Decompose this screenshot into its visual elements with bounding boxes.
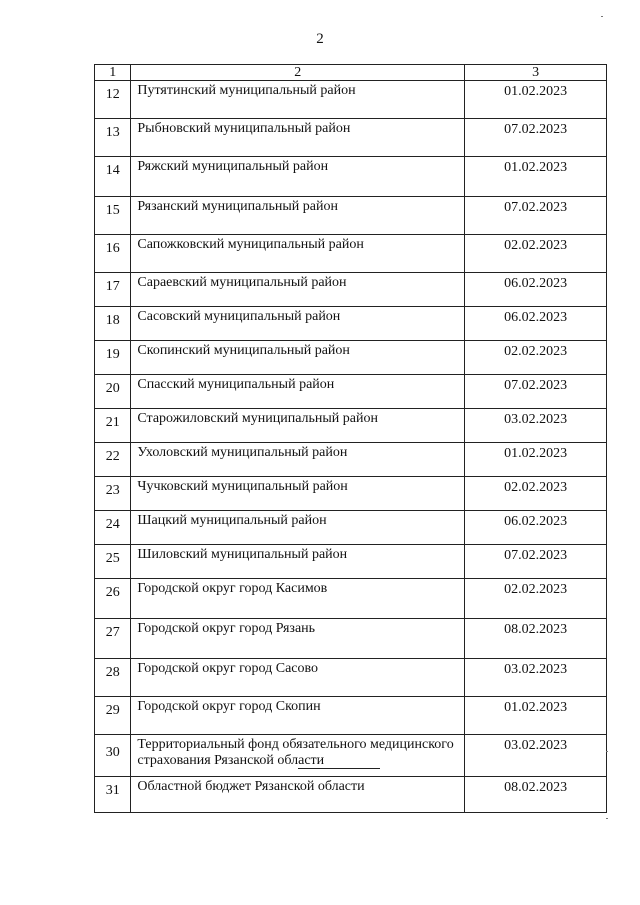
row-number: 24 xyxy=(95,511,131,545)
row-name: Городской округ город Рязань xyxy=(131,619,465,659)
table-row xyxy=(95,119,607,157)
table-row xyxy=(95,341,607,375)
row-date: 01.02.2023 xyxy=(465,81,607,119)
row-date: 01.02.2023 xyxy=(465,157,607,197)
scan-speck xyxy=(606,818,608,819)
table-row xyxy=(95,735,607,777)
table-row xyxy=(95,619,607,659)
row-name: Территориальный фонд обязательного медицинского страхования Рязанской области xyxy=(131,735,465,777)
row-name: Сараевский муниципальный район xyxy=(131,273,465,307)
row-name: Ряжский муниципальный район xyxy=(131,157,465,197)
schedule-table xyxy=(94,64,607,813)
row-number: 23 xyxy=(95,477,131,511)
row-number: 14 xyxy=(95,157,131,197)
row-number: 27 xyxy=(95,619,131,659)
row-name: Чучковский муниципальный район xyxy=(131,477,465,511)
row-number: 13 xyxy=(95,119,131,157)
table-row xyxy=(95,697,607,735)
row-date: 02.02.2023 xyxy=(465,477,607,511)
table-row xyxy=(95,477,607,511)
row-number: 16 xyxy=(95,235,131,273)
row-date: 07.02.2023 xyxy=(465,119,607,157)
row-name: Городской округ город Сасово xyxy=(131,659,465,697)
scan-speck xyxy=(601,16,603,17)
header-col-1: 1 xyxy=(95,65,131,81)
row-number: 25 xyxy=(95,545,131,579)
table-header-row xyxy=(95,65,607,81)
table-row xyxy=(95,81,607,119)
row-name: Рязанский муниципальный район xyxy=(131,197,465,235)
table-row xyxy=(95,659,607,697)
row-number: 29 xyxy=(95,697,131,735)
row-number: 28 xyxy=(95,659,131,697)
row-date: 07.02.2023 xyxy=(465,197,607,235)
row-name: Старожиловский муниципальный район xyxy=(131,409,465,443)
table-row xyxy=(95,273,607,307)
table-row xyxy=(95,443,607,477)
row-date: 03.02.2023 xyxy=(465,409,607,443)
table-row xyxy=(95,777,607,813)
table-row xyxy=(95,375,607,409)
row-name: Спасский муниципальный район xyxy=(131,375,465,409)
row-name: Городской округ город Скопин xyxy=(131,697,465,735)
row-number: 19 xyxy=(95,341,131,375)
row-name: Городской округ город Касимов xyxy=(131,579,465,619)
table-row xyxy=(95,157,607,197)
row-name: Шацкий муниципальный район xyxy=(131,511,465,545)
row-number: 15 xyxy=(95,197,131,235)
row-date: 07.02.2023 xyxy=(465,545,607,579)
row-number: 26 xyxy=(95,579,131,619)
header-col-3: 3 xyxy=(465,65,607,81)
table-row xyxy=(95,307,607,341)
row-date: 07.02.2023 xyxy=(465,375,607,409)
row-name: Областной бюджет Рязанской области xyxy=(131,777,465,813)
row-name: Ухоловский муниципальный район xyxy=(131,443,465,477)
row-date: 08.02.2023 xyxy=(465,619,607,659)
row-date: 03.02.2023 xyxy=(465,735,607,777)
row-date: 02.02.2023 xyxy=(465,341,607,375)
row-number: 12 xyxy=(95,81,131,119)
row-name: Рыбновский муниципальный район xyxy=(131,119,465,157)
table-row xyxy=(95,235,607,273)
row-name: Шиловский муниципальный район xyxy=(131,545,465,579)
table-row xyxy=(95,579,607,619)
row-date: 08.02.2023 xyxy=(465,777,607,813)
header-col-2: 2 xyxy=(131,65,465,81)
row-date: 01.02.2023 xyxy=(465,697,607,735)
scan-speck xyxy=(606,751,608,752)
table-row xyxy=(95,409,607,443)
row-number: 22 xyxy=(95,443,131,477)
row-date: 06.02.2023 xyxy=(465,511,607,545)
row-number: 18 xyxy=(95,307,131,341)
row-number: 17 xyxy=(95,273,131,307)
table-row xyxy=(95,511,607,545)
row-number: 20 xyxy=(95,375,131,409)
row-date: 02.02.2023 xyxy=(465,235,607,273)
table-row xyxy=(95,197,607,235)
page-number: 2 xyxy=(316,31,324,47)
row-date: 03.02.2023 xyxy=(465,659,607,697)
row-name: Сапожковский муниципальный район xyxy=(131,235,465,273)
table-body xyxy=(95,65,607,813)
row-date: 06.02.2023 xyxy=(465,273,607,307)
row-name: Путятинский муниципальный район xyxy=(131,81,465,119)
table-row xyxy=(95,545,607,579)
row-date: 02.02.2023 xyxy=(465,579,607,619)
end-of-document-rule xyxy=(298,768,380,769)
row-name: Сасовский муниципальный район xyxy=(131,307,465,341)
row-date: 06.02.2023 xyxy=(465,307,607,341)
row-number: 31 xyxy=(95,777,131,813)
row-number: 21 xyxy=(95,409,131,443)
row-name: Скопинский муниципальный район xyxy=(131,341,465,375)
row-number: 30 xyxy=(95,735,131,777)
row-date: 01.02.2023 xyxy=(465,443,607,477)
